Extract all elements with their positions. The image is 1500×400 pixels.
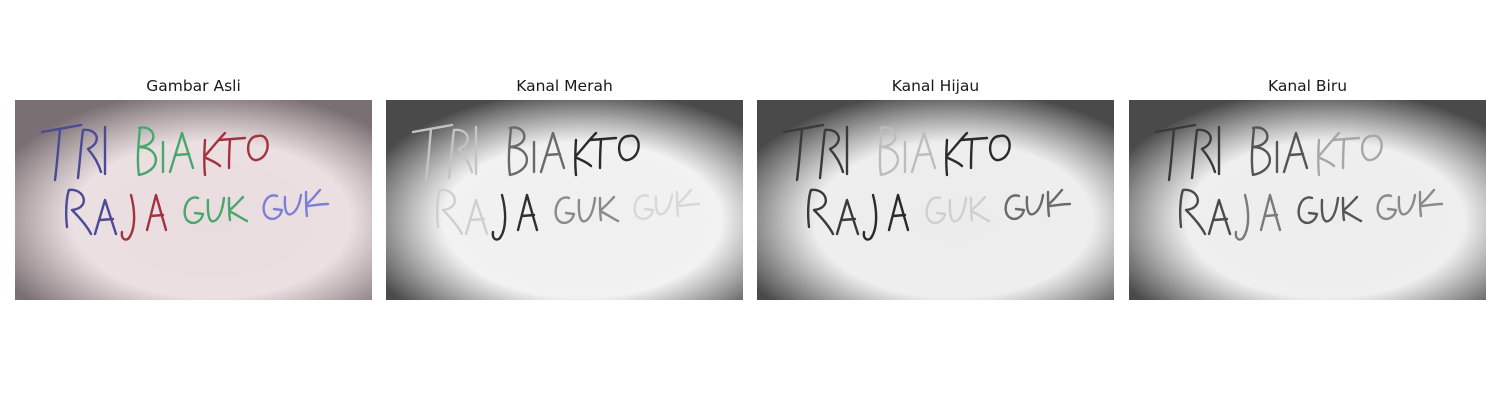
image-red-channel — [386, 100, 743, 300]
panel-title: Gambar Asli — [146, 77, 241, 95]
panel-original — [15, 76, 372, 300]
panel-title: Kanal Biru — [1267, 77, 1348, 95]
panel-title: Kanal Merah — [516, 77, 613, 95]
image-blue-channel — [1129, 100, 1486, 300]
panel-blue-channel — [1129, 76, 1486, 300]
panel-green-channel — [757, 76, 1114, 300]
image-green-channel — [757, 100, 1114, 300]
image-background — [757, 100, 1114, 300]
panel-red-channel — [386, 76, 743, 300]
image-background — [1129, 100, 1486, 300]
image-original — [15, 100, 372, 300]
image-background — [15, 100, 372, 300]
image-background — [386, 100, 743, 300]
panel-title: Kanal Hijau — [891, 77, 980, 95]
